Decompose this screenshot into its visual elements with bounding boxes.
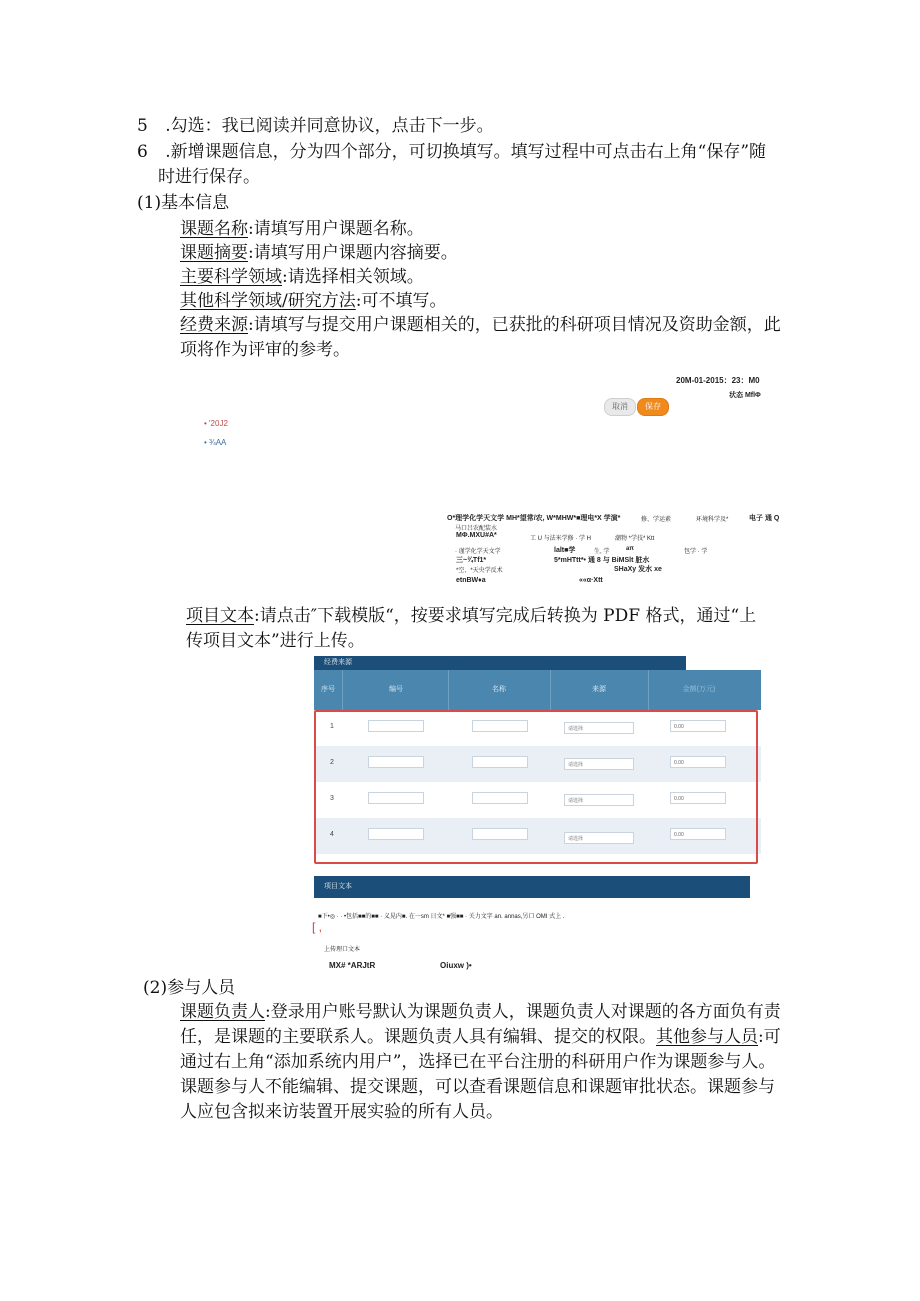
item-text: :请选择相关领域。 [282,267,424,287]
para-line [180,999,781,1025]
table-title: 经费来源 [314,656,686,670]
step-text: .新增课题信息，分为四个部分，可切换填写。填写过程中可点击右上角“保存”随 [165,142,767,162]
source-select[interactable]: 请选择 [564,832,634,844]
field-option[interactable]: 环境科学及* [696,517,729,523]
header-cell: 名称 [492,686,506,693]
item-text: :请填写用户课题名称。 [248,219,424,239]
cancel-button[interactable]: 取消 [604,398,636,416]
source-select[interactable]: 请选择 [564,758,634,770]
header-cell: 编号 [389,686,403,693]
header-cell: 序号 [321,686,335,693]
row-number: 1 [330,723,334,730]
column-divider [648,670,649,710]
field-option[interactable]: 工 U 与法米学修 · 学 H [530,536,591,542]
save-timestamp: 20M-01-2015：23：M0 [676,376,760,385]
funding-table-screenshot [314,656,761,906]
field-option[interactable]: SHaXy 发水 xe [614,566,662,573]
item-text: 任，是课题的主要联系人。课题负责人具有编辑、提交的权限。 [180,1027,656,1047]
field-option[interactable]: 马口吕农配装水 [455,526,498,532]
section-bar: 项目文本 [314,876,750,898]
item-label: 课题名称 [180,219,248,239]
item-other-field [180,288,446,314]
section-heading: (2)参与人员 [143,978,236,998]
item-funding [180,312,781,338]
field-option[interactable]: ««α·Xtt [579,577,603,584]
amount-input[interactable]: 0.00 [670,828,726,840]
field-option[interactable]: aπ [626,546,634,552]
para-line: 课题参与人不能编辑、提交课题，可以查看课题信息和课题审批状态。课题参与 [180,1077,775,1097]
item-label: 项目文本 [186,606,254,626]
field-option[interactable]: etnBW♦a [456,577,486,584]
step-6 [137,139,766,165]
header-cell: 金额(万元) [682,686,716,693]
field-option[interactable]: MΦ.MXU#A* [456,532,497,539]
item-funding-continued: 项将作为评审的参考。 [180,340,350,360]
item-label: 其他科学领域/研究方法 [180,291,356,311]
step-number: 5 [137,116,148,136]
row-number: 4 [330,831,334,838]
status-text: 状态 MflΦ [729,392,761,399]
field-option-label: O*理学化学天文学 MH*望常/农, W*MHW*■理电*X 学演* [447,515,621,522]
tab-item[interactable]: • ¾AA [204,438,227,447]
item-project-name [180,216,424,242]
item-text: :请点击″下载模版“，按要求填写完成后转换为 PDF 格式，通过“上 [254,606,757,626]
column-divider [550,670,551,710]
step-6-continued: 时进行保存。 [158,167,260,187]
field-option[interactable]: 包学 · 学 [684,549,708,555]
row-number: 3 [330,795,334,802]
field-option[interactable]: 三~¾Tf1* [456,557,487,564]
field-option[interactable]: · 谨学化学天文学 [455,549,501,555]
upload-note: ■下•◎ · · •包括■■的■■ · 义晃内■. 在一sm 日文* ■强■■ · 关力文字 an. annas,另口 OMI 式上 . [318,914,565,920]
field-option[interactable]: *空、*天央学反术 [456,568,503,574]
field-option[interactable]: 修、学运素 [641,517,672,523]
field-option[interactable]: 电子 通 Q [749,515,780,522]
source-select[interactable]: 请选择 [564,722,634,734]
item-label: 主要科学领域 [180,267,282,287]
amount-input[interactable]: 0.00 [670,792,726,804]
tab-item[interactable]: • '20J2 [204,419,228,428]
row-number: 2 [330,759,334,766]
item-label: 经费来源 [180,315,248,335]
item-project-abstract [180,240,458,266]
para-line [180,1024,781,1050]
highlight-box [314,710,758,864]
amount-input[interactable]: 0.00 [670,756,726,768]
upload-filename: MX# *ARJtR [329,961,376,970]
section-heading: (1)基本信息 [137,193,230,213]
upload-label: 上传理口文本 [324,947,361,953]
item-label: 课题负责人 [180,1002,265,1022]
source-select[interactable]: 请选择 [564,794,634,806]
field-option[interactable]: 潮物 *学技* Ktt [615,536,655,542]
item-project-text [186,603,756,629]
item-project-text-continued: 传项目文本”进行上传。 [186,631,365,651]
header-cell: 来源 [592,686,606,693]
field-option[interactable]: 生, 学 [594,549,610,555]
item-text: :请填写用户课题内容摘要。 [248,243,458,263]
bracket-mark: [ , [312,920,323,934]
step-text: .勾选：我已阅读并同意协议，点击下一步。 [165,116,494,136]
column-divider [448,670,449,710]
field-option[interactable]: 5*mHTtt*• 通 8 与 BiMSlt 脏水 [554,557,650,564]
item-text: :请填写与提交用户课题相关的，已获批的科研项目情况及资助金额，此 [248,315,781,335]
item-text: :可不填写。 [355,291,447,311]
item-text: :可 [758,1027,781,1047]
item-label: 课题摘要 [180,243,248,263]
step-5 [137,113,494,139]
field-option[interactable] [447,513,620,523]
para-line: 人应包含拟来访装置开展实验的所有人员。 [180,1102,503,1122]
upload-link[interactable]: Oiuxw )• [440,961,472,970]
amount-input[interactable]: 0.00 [670,720,726,732]
item-text: :登录用户账号默认为课题负责人，课题负责人对课题的各方面负有责 [265,1002,781,1022]
item-label: 其他参与人员 [656,1027,758,1047]
field-option[interactable]: lalt■学 [554,547,576,554]
para-line: 通过右上角“添加系统内用户”，选择已在平台注册的科研用户作为课题参与人。 [180,1052,776,1072]
item-main-field [180,264,424,290]
save-button[interactable]: 保存 [637,398,669,416]
step-number: 6 [137,142,148,162]
